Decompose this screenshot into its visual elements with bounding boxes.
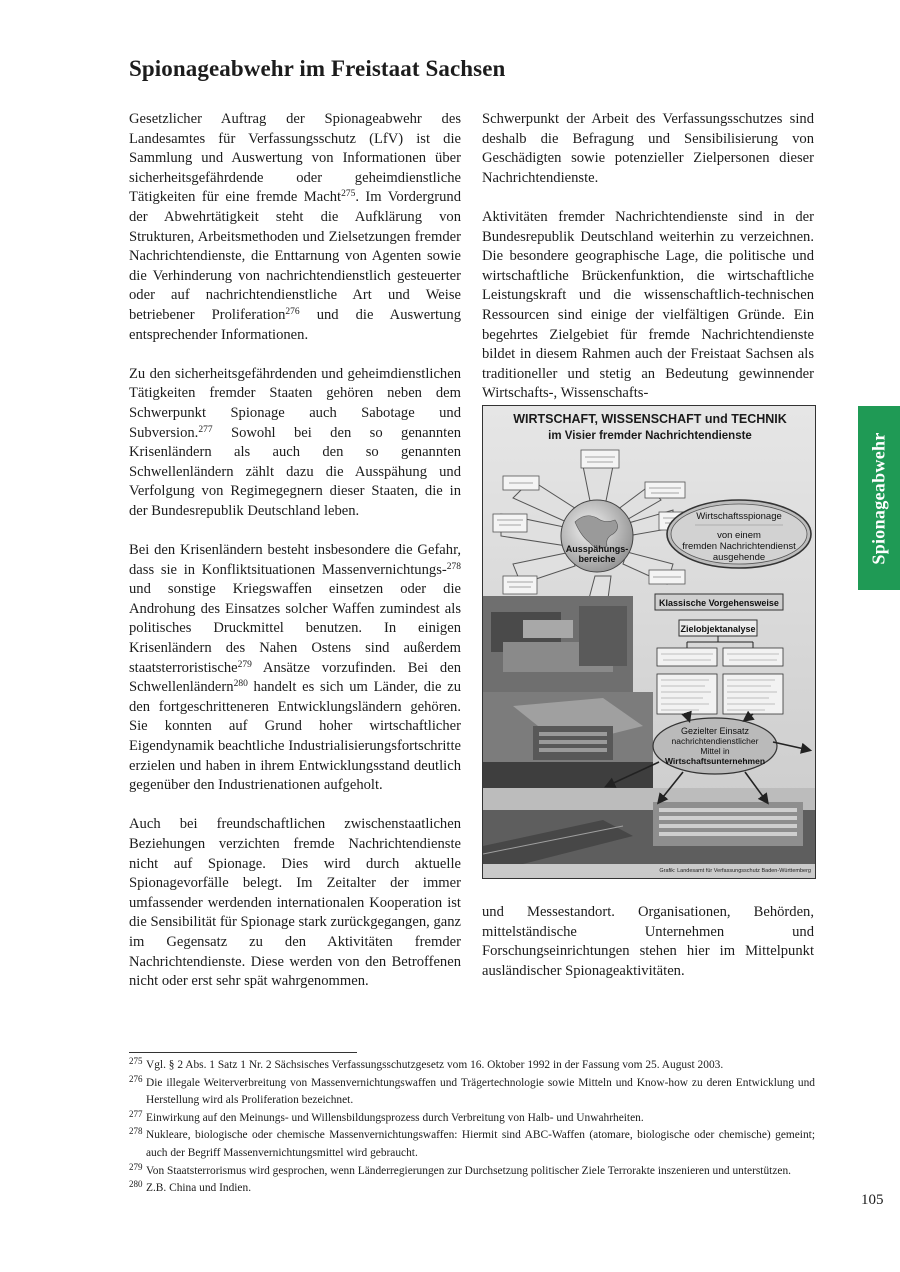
paragraph: Auch bei freundschaftlichen zwischenstaatlichen Beziehungen verzichten fremde Nachrichtendienste nicht auf Spionage. Dies wird durch aktuelle Spionagevorfälle belegt. Im Zeitalter der immer umfassender werdenden internationalen Kooperation ist die Sensibilität für Spionage stark zurückgegangen, ganz im Gegensatz zu den Aktivitäten fremder Nachrichtendienste. Diese werden von den Betroffenen nicht oder erst sehr spät wahrgenommen.	[129, 816, 461, 990]
paragraph: und Messestandort. Organisationen, Behörden, mittelständische Unternehmen und Forschungseinrichtungen stehen hier im Mittelpunkt ausländischer Spionageaktivitäten.	[482, 904, 814, 979]
infographic-svg	[483, 406, 816, 879]
footnote-text: Vgl. § 2 Abs. 1 Satz 1 Nr. 2 Sächsisches Verfassungsschutzgesetz vom 16. Oktober 1992 in der Fassung vom 25. August 2003.	[146, 1059, 724, 1071]
footnote-number: 277	[129, 1108, 143, 1119]
footnote-number: 279	[129, 1161, 143, 1172]
footnote	[129, 1075, 815, 1110]
paragraph: Zu den sicherheitsgefährdenden und geheimdienstlichen Tätigkeiten fremder Staaten gehören neben dem Schwerpunkt Spionage auch Sabotage und Subversion.$^{277}$ Sowohl bei den so genannten Krisenländern als auch den so genannten Schwellenländern zählt dazu die Ausspähung und Verfolgung von Regimegegnern dieser Staaten, die in der Bundesrepublik Deutschland leben.	[129, 365, 461, 519]
page-title: Spionageabwehr im Freistaat Sachsen	[129, 56, 506, 81]
photo-buildings	[483, 692, 653, 788]
footnote-ref[interactable]: 276	[285, 306, 300, 317]
footnote-ref[interactable]: 277	[198, 424, 213, 435]
figure-heading-2: im Visier fremder Nachrichtendienste	[548, 430, 752, 442]
footnotes	[129, 1057, 815, 1198]
footnote	[129, 1180, 815, 1198]
paragraph: Aktivitäten fremder Nachrichtendienste sind in der Bundesrepublik Deutschland weiterhin zu verzeichnen. Die besondere geographische Lage, die politische und wirtschaftliche Brückenfunktion, die wirtschaftliche Leistungskraft und die wissenschaftlich-technischen Ressourcen sind einige der vielfältigen Gründe. Ein begehrtes Zielgebiet für fremde Nachrichtendienste bildet in diesem Rahmen auch der Freistaat Sachsen als traditioneller und stetig an Bedeutung gewinnender Wirtschafts-, Wissenschafts-	[482, 208, 814, 402]
footnote-number: 278	[129, 1126, 143, 1137]
footnote-text: Einwirkung auf den Meinungs- und Willensbildungsprozess durch Verbreitung von Halb- und Unwahrheiten.	[146, 1111, 644, 1124]
paragraph: Bei den Krisenländern besteht insbesondere die Gefahr, dass sie in Konfliktsituationen Massenvernichtungs-$^{278}$ und sonstige Kriegswaffen einsetzen oder die Androhung des Einsatzes solcher Waffen zumindest als politisches Druckmittel benutzen. In einigen Krisenländern des Nahen Ostens sind außerdem staatsterroristische$^{279}$ Ansätze vorzufinden. Bei den Schwellenländern$^{280}$ handelt es sich um Länder, die zu den fortgeschritteneren Entwicklungsländern gehören. Sie konnten auf Grund hoher wirtschaftlicher Eigendynamik beachtliche Industrialisierungsfortschritte erzielen und haben in ihrem Entwicklungsstand deutlich gegenüber den Industrienationen aufgeholt.	[129, 542, 461, 794]
photo-industry	[483, 596, 633, 692]
left-column	[129, 110, 461, 1011]
footnote	[129, 1110, 815, 1128]
deployment-line-1: Gezielter Einsatz	[680, 726, 750, 736]
deployment-line-4: Wirtschaftsunternehmen	[664, 756, 766, 766]
figure-credit: Grafik: Landesamt für Verfassungsschutz Baden-Württemberg	[659, 868, 811, 874]
right-column-top	[482, 110, 814, 424]
espionage-line-1: von einem	[717, 530, 761, 541]
footnote-text: Nukleare, biologische oder chemische Massenvernichtungswaffen: Hiermit sind ABC-Waffen (atomare, biologische oder chemische) gemeint; auch der Begriff Massenvernichtungsmittel wird gebraucht.	[146, 1129, 815, 1159]
footnote-ref[interactable]: 279	[237, 659, 252, 670]
right-column-bottom	[482, 903, 814, 1001]
espionage-line-2: fremden Nachrichtendienst	[682, 541, 796, 552]
figure-heading-1: WIRTSCHAFT, WISSENSCHAFT und TECHNIK	[513, 412, 787, 426]
page-number: 105	[861, 1192, 884, 1208]
subbox-left	[657, 648, 717, 666]
footnote-text: Z.B. China und Indien.	[146, 1182, 252, 1195]
footnote-ref[interactable]: 278	[446, 561, 461, 572]
subbox-right	[723, 648, 783, 666]
side-tab-label: Spionageabwehr	[868, 431, 889, 565]
footnote	[129, 1127, 815, 1162]
classic-approach-label: Klassische Vorgehensweise	[659, 598, 779, 608]
espionage-title: Wirtschaftsspionage	[696, 511, 782, 522]
footnote-text: Die illegale Weiterverbreitung von Massenvernichtungswaffen und Trägertechnologie sowie Mitteln und Know-how zu deren Entwicklung und Herstellung wird als Proliferation bezeichnet.	[146, 1076, 815, 1107]
footnote	[129, 1163, 815, 1181]
footnote-number: 276	[129, 1073, 143, 1084]
footnote-text: Von Staatsterrorismus wird gesprochen, wenn Länderregierungen zur Durchsetzung politischer Ziele Terrorakte inszenieren und unterstützen.	[146, 1164, 791, 1177]
paragraph: Gesetzlicher Auftrag der Spionageabwehr des Landesamtes für Verfassungsschutz (LfV) ist die Sammlung und Auswertung von Informationen über sicherheitsgefährdende oder geheimdienstliche Tätigkeiten für eine fremde Macht$^{275}$. Im Vordergrund der Abwehrtätigkeit steht die Aufklärung von Strukturen, Arbeitsmethoden und Zielsetzungen fremder Nachrichtendienste, die Enttarnung von Agenten sowie die Verhinderung von nachrichtendienstlich gesteuerter oder auf nachrichtendienstliche Art und Weise betriebener Proliferation$^{276}$ und die Auswertung entsprechender Informationen.	[129, 111, 461, 343]
footnote	[129, 1057, 815, 1075]
target-analysis-label: Zielobjektanalyse	[680, 624, 756, 634]
footnote-number: 280	[129, 1179, 143, 1190]
footnote-divider	[129, 1052, 357, 1053]
footnote-number: 275	[129, 1056, 143, 1066]
deployment-line-3: Mittel in	[700, 746, 730, 756]
figure-infographic	[482, 405, 816, 879]
footnote-ref[interactable]: 275	[341, 189, 356, 200]
espionage-line-3: ausgehende	[712, 552, 766, 563]
paragraph: Schwerpunkt der Arbeit des Verfassungsschutzes sind deshalb die Befragung und Sensibilisierung von Geschädigten sowie potenzieller Zielpersonen dieser Nachrichtendienste.	[482, 111, 814, 186]
section-side-tab	[858, 406, 900, 590]
hub-label: Ausspähungs-bereiche	[565, 544, 629, 564]
deployment-line-2: nachrichtendienstlicher	[671, 736, 759, 746]
footnote-ref[interactable]: 280	[233, 679, 248, 690]
